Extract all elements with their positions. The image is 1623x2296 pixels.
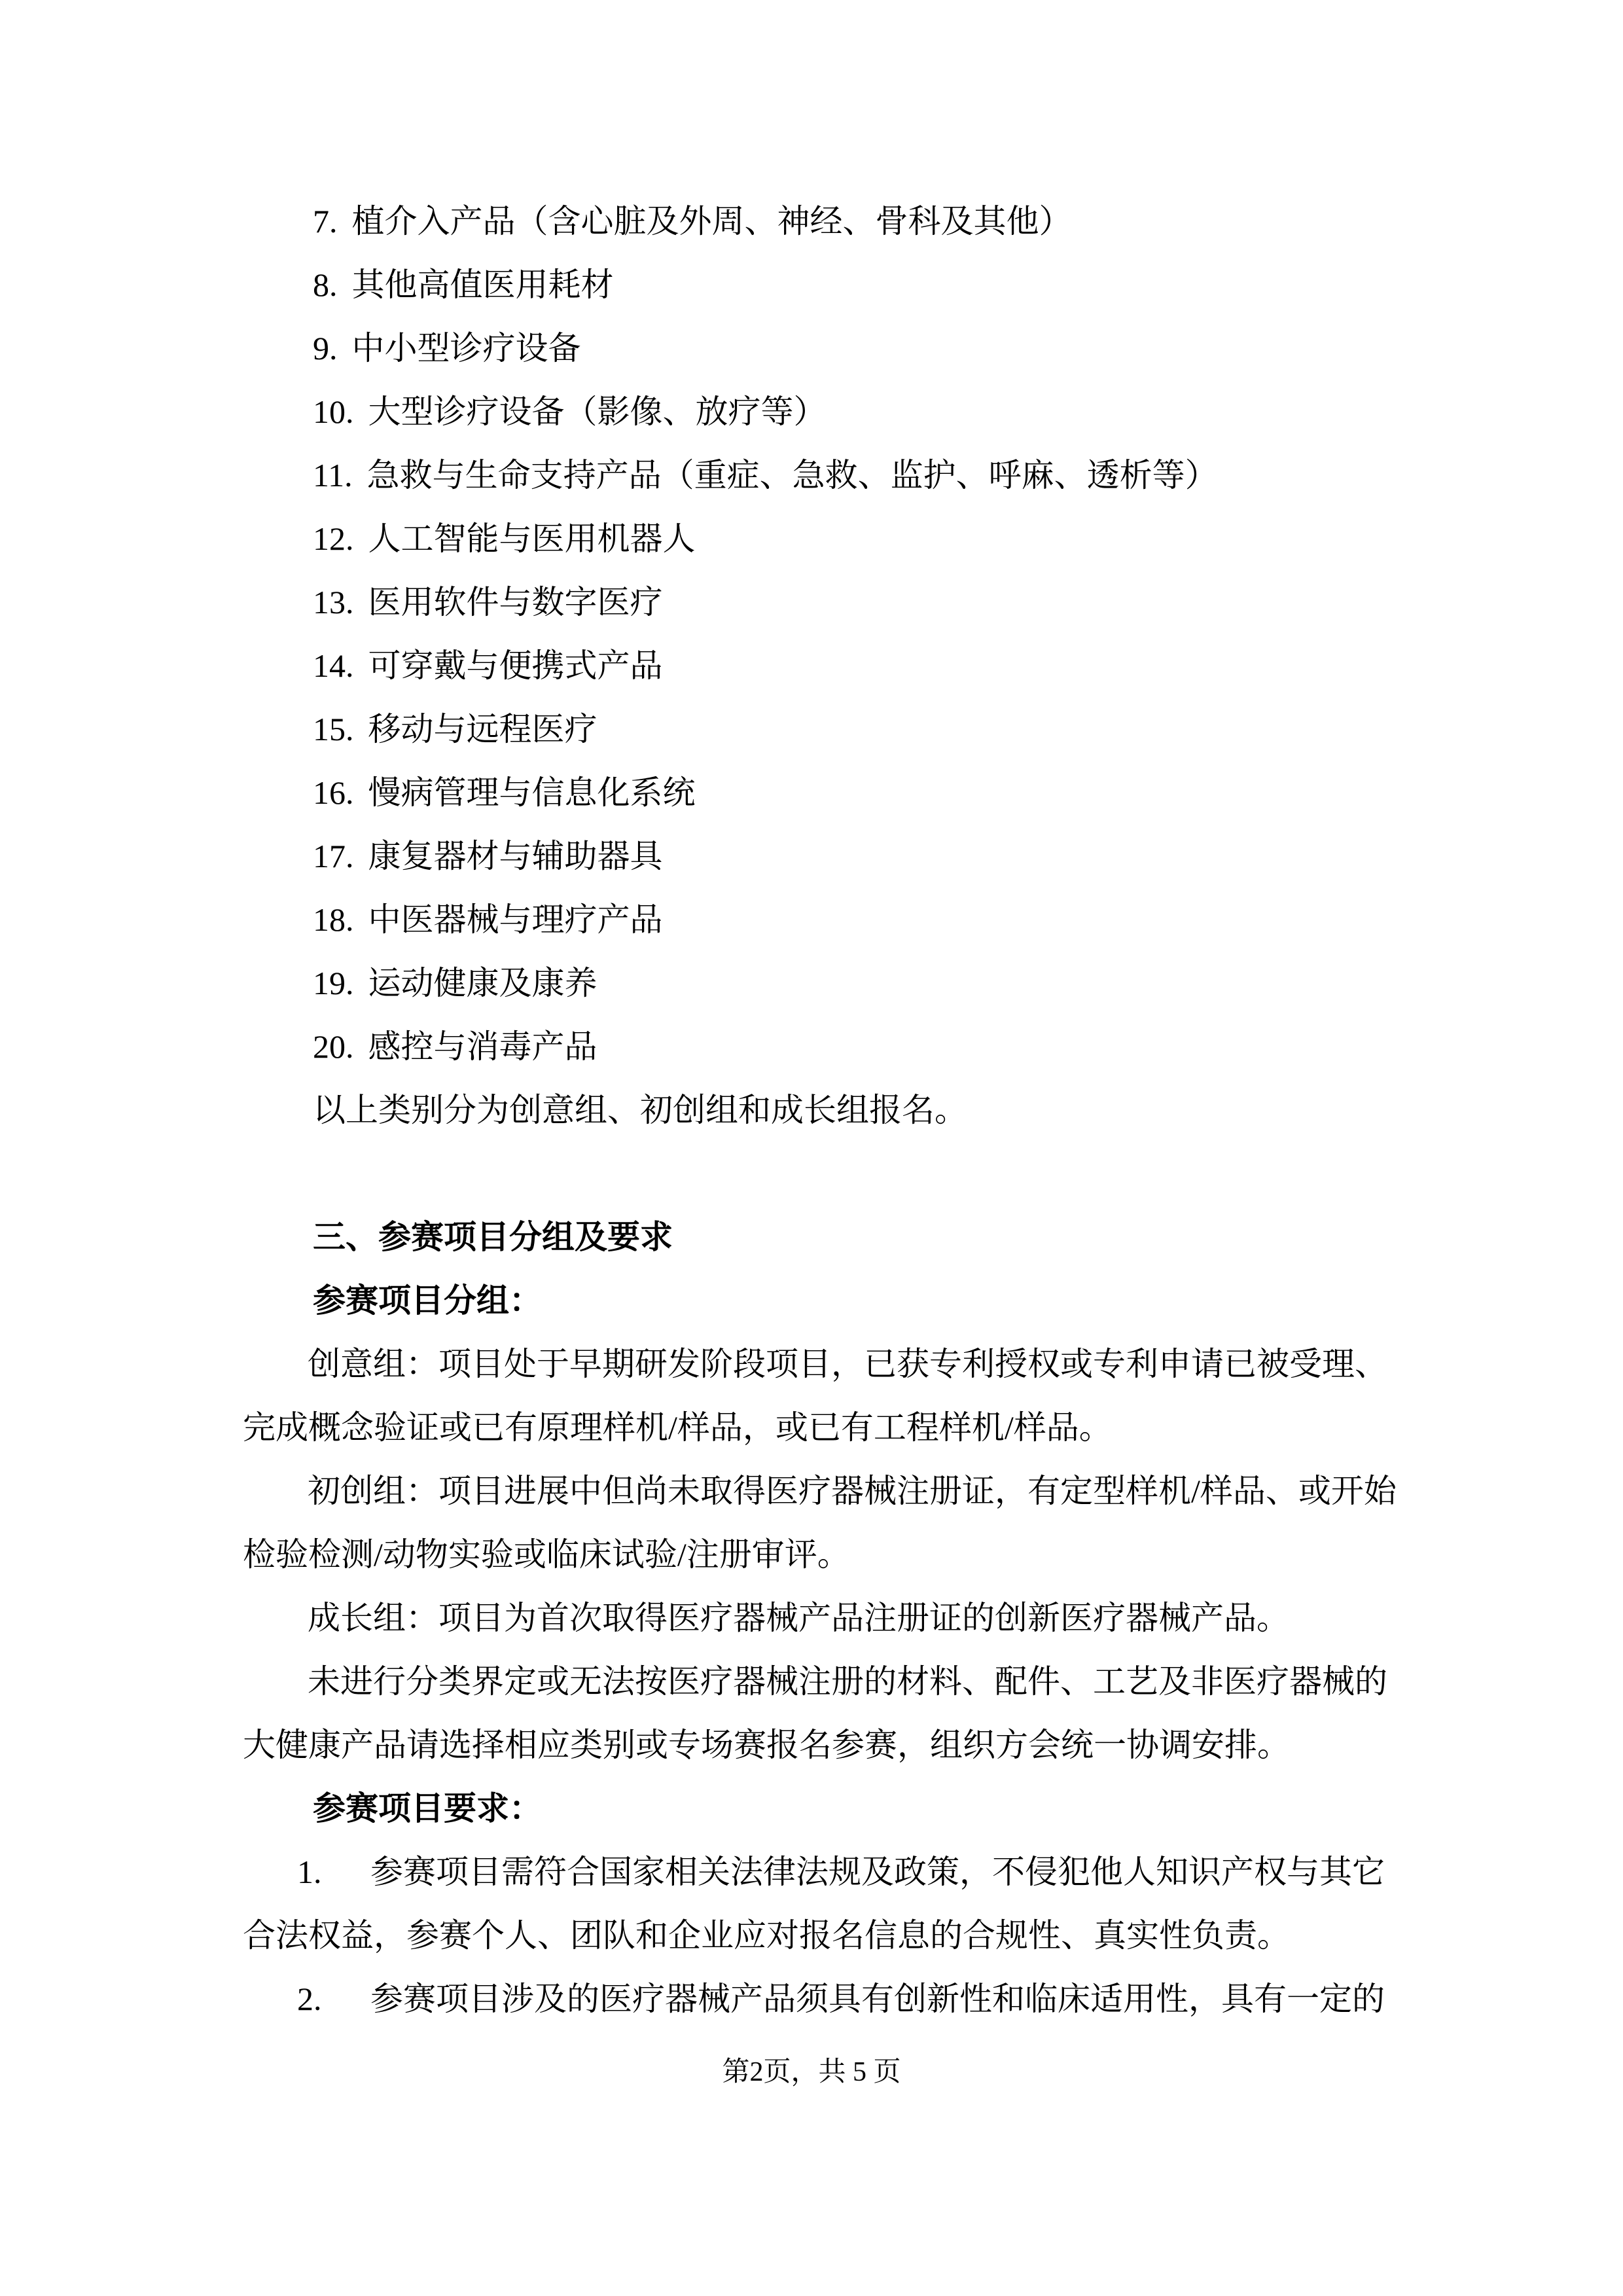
list-item-text: 大型诊疗设备（影像、放疗等） [368, 393, 827, 430]
list-item [243, 380, 1414, 444]
list-item-text: 康复器材与辅助器具 [368, 838, 663, 874]
list-item-number: 20. [313, 1028, 354, 1065]
requirement-text: 参赛项目需符合国家相关法律法规及政策，不侵犯他人知识产权与其它 [370, 1854, 1385, 1890]
list-item-text: 植介入产品（含心脏及外周、神经、骨科及其他） [351, 203, 1072, 240]
list-item [243, 634, 1414, 698]
list-item-number: 14. [313, 647, 354, 684]
requirement-line [243, 1840, 1414, 1904]
list-item [243, 444, 1414, 507]
list-item-text: 中医器械与理疗产品 [368, 901, 663, 938]
list-item [243, 1015, 1414, 1079]
list-item-number: 12. [313, 520, 354, 557]
list-item [243, 888, 1414, 952]
list-item [243, 507, 1414, 571]
list-item-text: 可穿戴与便携式产品 [368, 647, 663, 684]
requirement-number: 2. [297, 1981, 322, 2017]
list-item-number: 19. [313, 965, 354, 1001]
grouping-heading: 参赛项目分组： [313, 1282, 542, 1319]
list-item-text: 慢病管理与信息化系统 [368, 774, 696, 811]
list-item-number: 7. [313, 203, 338, 240]
requirement-continuation: 合法权益，参赛个人、团队和企业应对报名信息的合规性、真实性负责。 [243, 1917, 1290, 1954]
list-item [243, 571, 1414, 634]
list-item [243, 952, 1414, 1015]
list-item [243, 825, 1414, 888]
blank-line [243, 1142, 1414, 1206]
list-item [243, 698, 1414, 761]
list-item-text: 运动健康及康养 [368, 965, 597, 1001]
grouping-paragraph-line: 检验检测/动物实验或临床试验/注册审评。 [243, 1536, 850, 1573]
list-item-text: 医用软件与数字医疗 [368, 584, 663, 620]
list-item [243, 761, 1414, 825]
document-page [243, 190, 1414, 2031]
grouping-paragraph-line: 初创组：项目进展中但尚未取得医疗器械注册证，有定型样机/样品、或开始 [308, 1473, 1397, 1509]
grouping-paragraph-line: 创意组：项目处于早期研发阶段项目，已获专利授权或专利申请已被受理、 [308, 1346, 1387, 1382]
list-item [243, 317, 1414, 380]
grouping-paragraph-line: 大健康产品请选择相应类别或专场赛报名参赛，组织方会统一协调安排。 [243, 1727, 1290, 1763]
list-item-text: 感控与消毒产品 [368, 1028, 597, 1065]
grouping-paragraph-line: 未进行分类界定或无法按医疗器械注册的材料、配件、工艺及非医疗器械的 [308, 1663, 1387, 1700]
page-footer: 第2页，共 5 页 [722, 2057, 901, 2087]
list-item-number: 8. [313, 266, 338, 303]
list-item-number: 17. [313, 838, 354, 874]
list-item-number: 16. [313, 774, 354, 811]
list-item-number: 11. [313, 457, 353, 493]
list-item-text: 其他高值医用耗材 [351, 266, 614, 303]
list-item-number: 10. [313, 393, 354, 430]
list-item-text: 人工智能与医用机器人 [368, 520, 696, 557]
list-item [243, 190, 1414, 253]
requirements-heading: 参赛项目要求： [313, 1790, 542, 1827]
list-item-number: 9. [313, 330, 338, 367]
list-item-text: 中小型诊疗设备 [351, 330, 581, 367]
list-item-text: 急救与生命支持产品（重症、急救、监护、呼麻、透析等） [366, 457, 1218, 493]
list-item-text: 移动与远程医疗 [368, 711, 597, 747]
closing-line: 以上类别分为创意组、初创组和成长组报名。 [313, 1092, 967, 1128]
requirement-line [243, 1967, 1414, 2031]
grouping-paragraph-line: 成长组：项目为首次取得医疗器械产品注册证的创新医疗器械产品。 [308, 1600, 1289, 1636]
requirement-number: 1. [297, 1854, 322, 1890]
grouping-paragraph-line: 完成概念验证或已有原理样机/样品，或已有工程样机/样品。 [243, 1409, 1112, 1446]
requirement-text: 参赛项目涉及的医疗器械产品须具有创新性和临床适用性，具有一定的 [370, 1981, 1385, 2017]
list-item-number: 18. [313, 901, 354, 938]
section-heading: 三、参赛项目分组及要求 [313, 1219, 673, 1255]
list-item [243, 253, 1414, 317]
list-item-number: 15. [313, 711, 354, 747]
list-item-number: 13. [313, 584, 354, 620]
